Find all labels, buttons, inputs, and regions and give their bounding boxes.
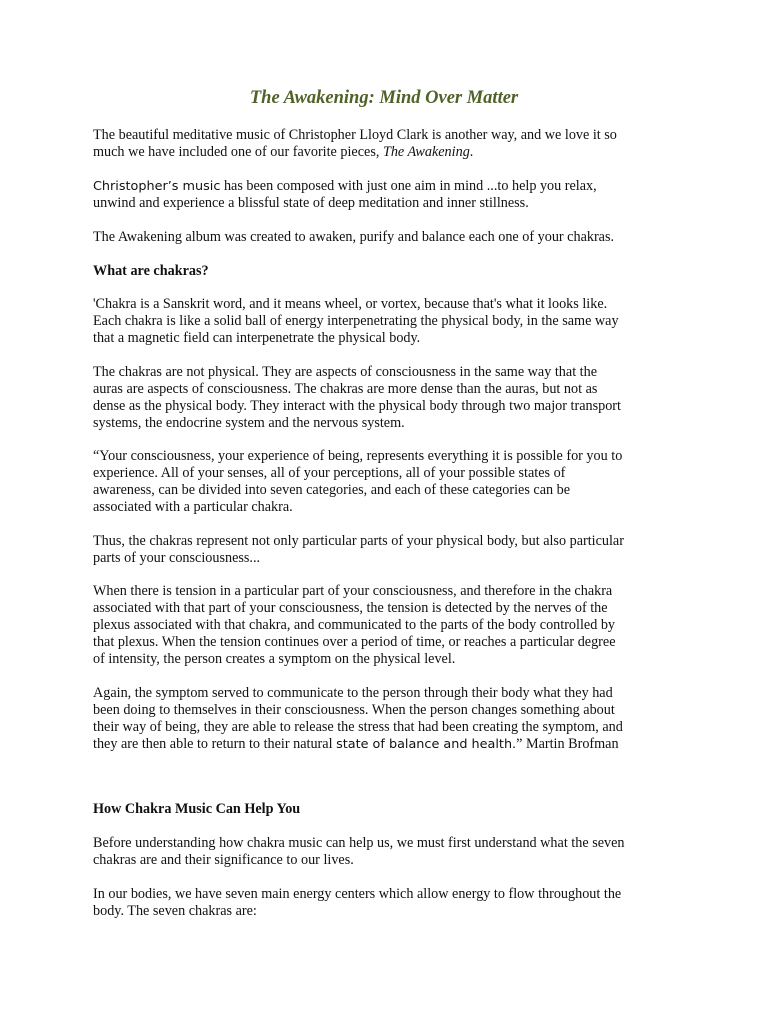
paragraph-line: plexus associated with that chakra, and communicated to the parts of the body controlled by	[93, 617, 616, 633]
section-heading-chakra-music	[93, 801, 683, 818]
paragraph-symptom	[93, 685, 683, 753]
paragraph-line: When there is tension in a particular part of your consciousness, and therefore in the chakra	[93, 583, 613, 599]
paragraph-line: that plexus. When the tension continues over a period of time, or reaches a particular degree	[93, 634, 616, 650]
paragraph-line: chakras are and their significance to our lives.	[93, 852, 354, 868]
paragraph-line: In our bodies, we have seven main energy centers which allow energy to flow throughout the	[93, 886, 622, 902]
paragraph-line: awareness, can be divided into seven categories, and each of these categories can be	[93, 482, 571, 498]
text-run: they are then able to return to their natural	[93, 736, 337, 752]
paragraph-line: The chakras are not physical. They are aspects of consciousness in the same way that the	[93, 364, 598, 380]
paragraph-line: unwind and experience a blissful state of deep meditation and inner stillness.	[93, 195, 529, 211]
section-heading-chakras	[93, 263, 683, 280]
paragraph-album	[93, 229, 683, 246]
heading-text: What are chakras?	[93, 263, 209, 279]
paragraph-chakra-definition	[93, 296, 683, 347]
paragraph-line: “Your consciousness, your experience of being, represents everything it is possible for you to	[93, 448, 623, 464]
sans-text-run: Christopher’s music	[93, 179, 221, 194]
paragraph-chakras-represent	[93, 533, 683, 567]
paragraph-line	[93, 144, 683, 161]
paragraph-line: their way of being, they are able to release the stress that had been creating the symptom, and	[93, 719, 623, 735]
paragraph-line: The Awakening album was created to awaken, purify and balance each one of your chakras.	[93, 229, 615, 245]
paragraph-line: Again, the symptom served to communicate to the person through their body what they had	[93, 685, 613, 701]
paragraph-consciousness-quote	[93, 448, 683, 516]
text-run: has been composed with just one aim in mind ...to help you relax,	[220, 178, 597, 194]
paragraph-line: been doing to themselves in their consciousness. When the person changes something about	[93, 702, 615, 718]
paragraph-line	[93, 178, 683, 195]
paragraph-music-aim	[93, 178, 683, 212]
paragraph-line: 'Chakra is a Sanskrit word, and it means wheel, or vortex, because that's what it looks like.	[93, 296, 608, 312]
paragraph-line: associated with that part of your consciousness, the tension is detected by the nerves of the	[93, 600, 608, 616]
paragraph-line: experience. All of your senses, all of your perceptions, all of your possible states of	[93, 465, 566, 481]
paragraph-line: Thus, the chakras represent not only particular parts of your physical body, but also particular	[93, 533, 624, 549]
paragraph-line: systems, the endocrine system and the nervous system.	[93, 415, 405, 431]
text-run: much we have included one of our favorite pieces,	[93, 144, 383, 160]
paragraph-line: The beautiful meditative music of Christopher Lloyd Clark is another way, and we love it so	[93, 127, 617, 143]
album-title-italic: The Awakening	[382, 144, 470, 160]
paragraph-not-physical	[93, 364, 683, 432]
heading-text: How Chakra Music Can Help You	[93, 801, 301, 817]
sans-text-run: state of balance and health.	[336, 737, 517, 752]
text-run: ” Martin Brofman	[516, 736, 619, 752]
paragraph-line: of intensity, the person creates a symptom on the physical level.	[93, 651, 456, 667]
paragraph-understanding	[93, 835, 683, 869]
page-title: The Awakening: Mind Over Matter	[249, 88, 519, 108]
paragraph-line: auras are aspects of consciousness. The chakras are more dense than the auras, but not as	[93, 381, 598, 397]
paragraph-tension	[93, 583, 683, 668]
paragraph-line: associated with a particular chakra.	[93, 499, 293, 515]
paragraph-line: parts of your consciousness...	[93, 550, 261, 566]
paragraph-line: Each chakra is like a solid ball of energy interpenetrating the physical body, in the same way	[93, 313, 619, 329]
paragraph-line: dense as the physical body. They interact with the physical body through two major transport	[93, 398, 621, 414]
paragraph-intro	[93, 127, 683, 161]
paragraph-line	[93, 736, 683, 753]
paragraph-line: Before understanding how chakra music can help us, we must first understand what the seven	[93, 835, 625, 851]
text-run: .	[469, 144, 474, 160]
paragraph-line: body. The seven chakras are:	[93, 903, 257, 919]
paragraph-line: that a magnetic field can interpenetrate the physical body.	[93, 330, 421, 346]
paragraph-energy-centers	[93, 886, 683, 920]
